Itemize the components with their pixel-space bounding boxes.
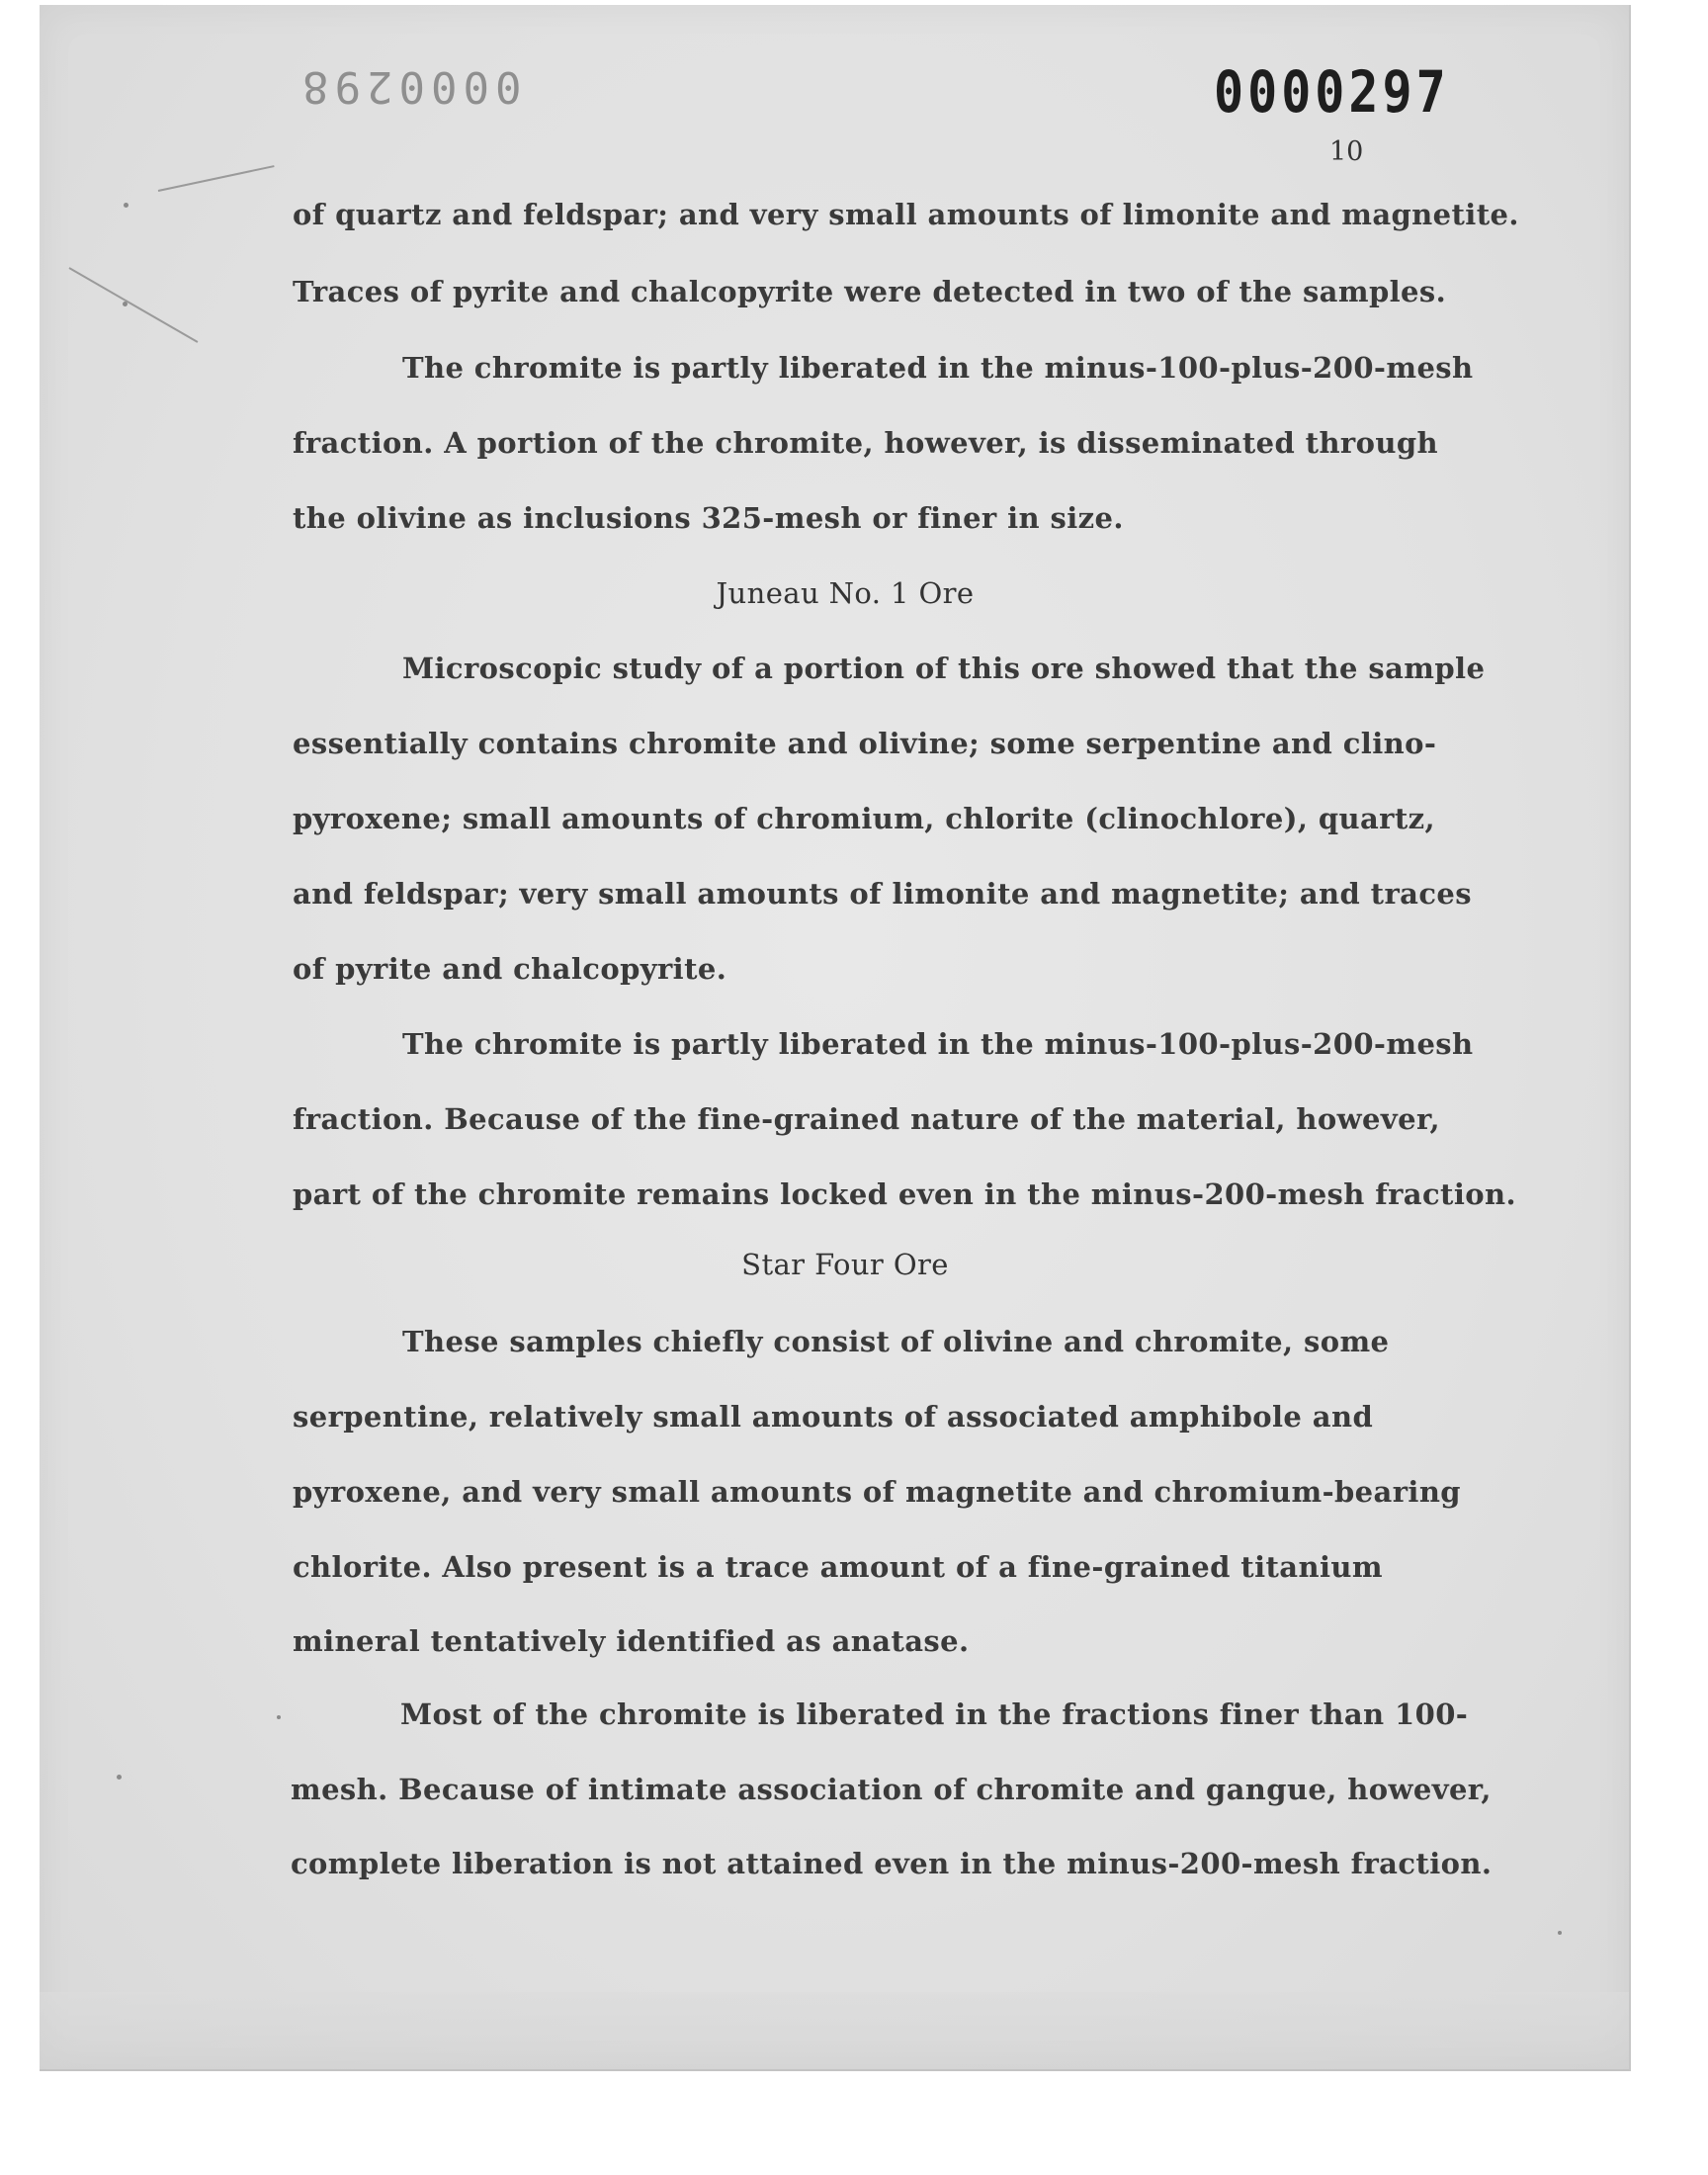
stamp-number: 0000297: [1214, 59, 1450, 126]
text-line: Traces of pyrite and chalcopyrite were detected in two of the samples.: [293, 275, 1447, 308]
stamp-number-faint: 0000298: [297, 61, 522, 112]
section-heading-star-four: Star Four Ore: [741, 1248, 949, 1281]
text-line: of quartz and feldspar; and very small amounts of limonite and magnetite.: [293, 198, 1519, 231]
text-line: The chromite is partly liberated in the minus-100-plus-200-mesh: [402, 1027, 1474, 1061]
text-line: Most of the chromite is liberated in the fractions finer than 100-: [400, 1697, 1469, 1731]
text-line: the olivine as inclusions 325-mesh or finer in size.: [293, 501, 1124, 535]
text-line: pyroxene, and very small amounts of magnetite and chromium-bearing: [293, 1475, 1461, 1509]
text-line: part of the chromite remains locked even in the minus-200-mesh fraction.: [293, 1177, 1516, 1211]
text-line: and feldspar; very small amounts of limonite and magnetite; and traces: [293, 877, 1472, 911]
text-line: chlorite. Also present is a trace amount of a fine-grained titanium: [293, 1550, 1383, 1584]
text-line: complete liberation is not attained even in the minus-200-mesh fraction.: [291, 1847, 1493, 1880]
text-line: essentially contains chromite and olivine; some serpentine and clino-: [293, 727, 1437, 760]
text-line: fraction. A portion of the chromite, however, is disseminated through: [293, 426, 1438, 460]
text-line: fraction. Because of the fine-grained nature of the material, however,: [293, 1102, 1441, 1136]
text-line: of pyrite and chalcopyrite.: [293, 952, 727, 986]
text-line: mineral tentatively identified as anatase.: [293, 1624, 970, 1658]
text-line: mesh. Because of intimate association of chromite and gangue, however,: [291, 1773, 1492, 1806]
section-heading-juneau: Juneau No. 1 Ore: [716, 576, 975, 610]
text-line: pyroxene; small amounts of chromium, chlorite (clinochlore), quartz,: [293, 802, 1436, 835]
page-number: 10: [1329, 136, 1364, 167]
text-line: Microscopic study of a portion of this ore showed that the sample: [402, 652, 1486, 685]
text-line: The chromite is partly liberated in the minus-100-plus-200-mesh: [402, 351, 1474, 385]
text-line: serpentine, relatively small amounts of associated amphibole and: [293, 1400, 1374, 1434]
text-line: These samples chiefly consist of olivine and chromite, some: [402, 1325, 1390, 1358]
